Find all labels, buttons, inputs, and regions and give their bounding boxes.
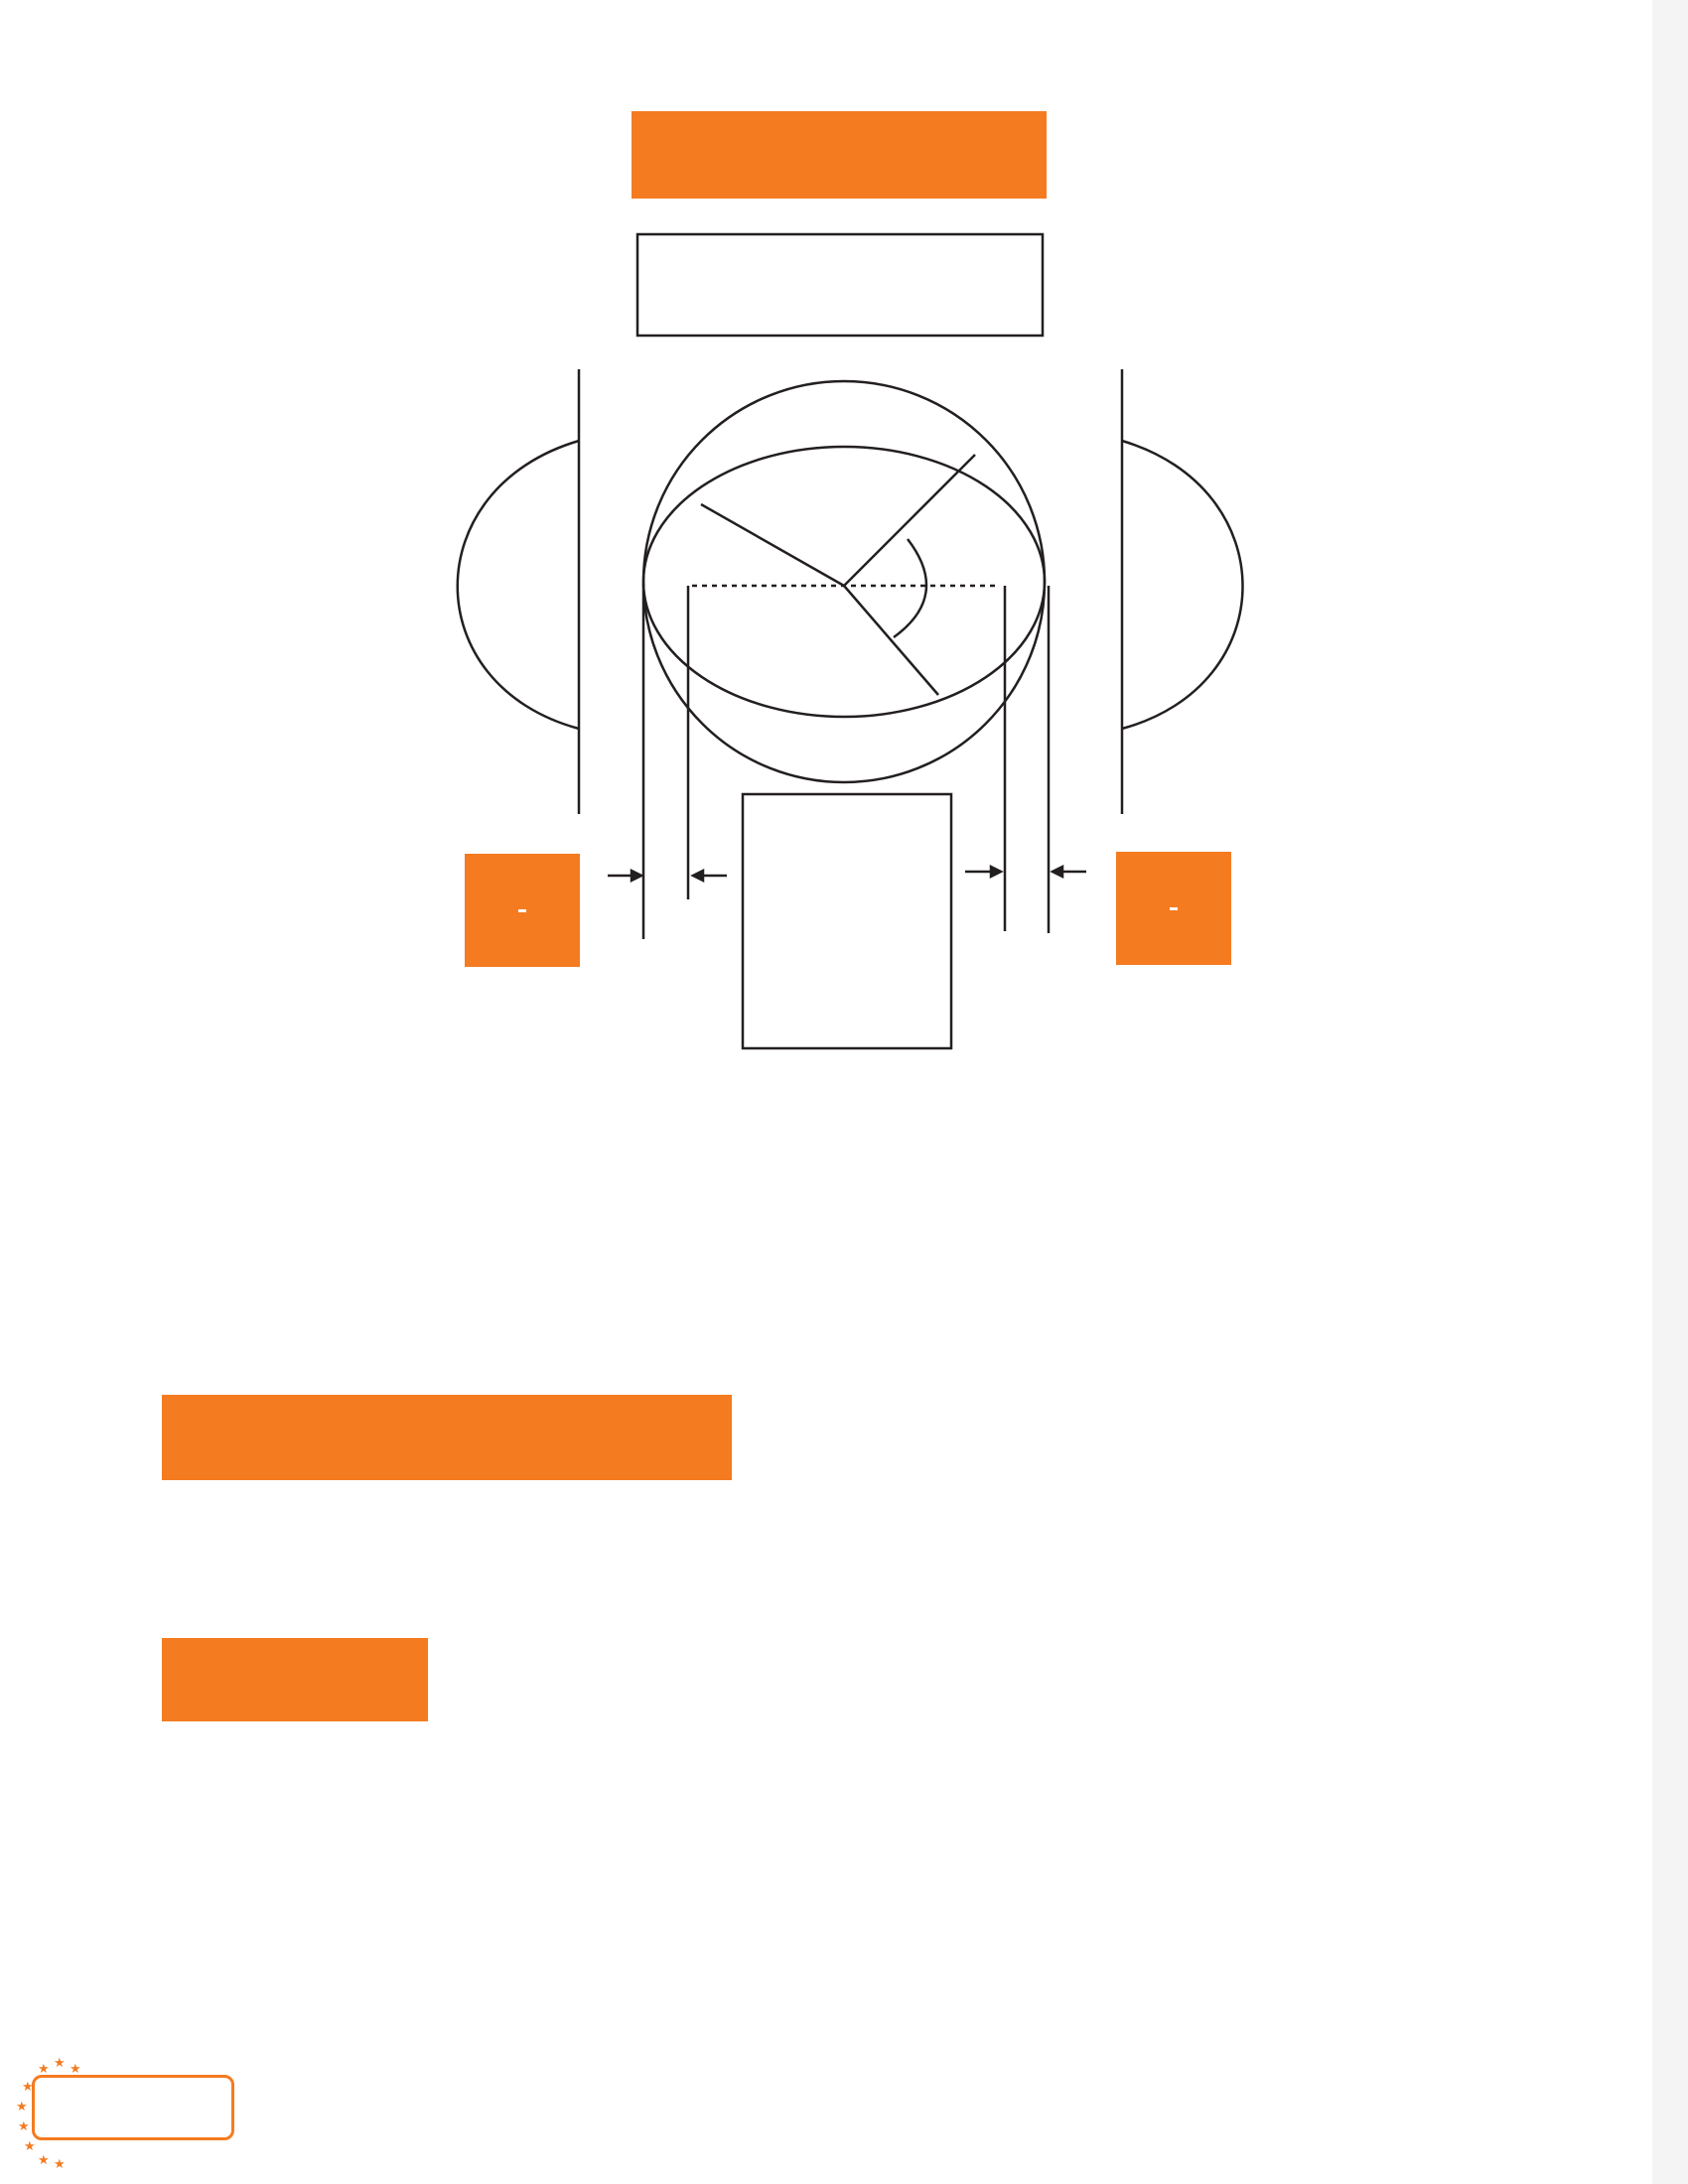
ratio-numerator xyxy=(1170,907,1178,910)
definition-row xyxy=(536,1788,630,1834)
deflection-arrowhead-2 xyxy=(693,871,703,881)
svg-text:★: ★ xyxy=(38,2153,50,2168)
total-load-label xyxy=(632,111,1047,199)
pipe-original-circle xyxy=(643,381,1045,782)
definition-row xyxy=(536,1742,630,1788)
right-deflection-ratio xyxy=(1116,852,1231,965)
eurotubo-logo xyxy=(32,2075,234,2140)
left-deflection-ratio xyxy=(465,854,580,967)
angle-arc xyxy=(894,539,926,637)
radius-line-2 xyxy=(844,455,975,586)
deflection-arrowhead-3 xyxy=(991,867,1001,877)
variable-definitions xyxy=(536,1742,630,1925)
svg-text:★: ★ xyxy=(38,2062,50,2077)
svg-text:★: ★ xyxy=(18,2119,30,2134)
top-load-box xyxy=(637,234,1043,336)
svg-text:★: ★ xyxy=(24,2139,36,2154)
deflection-arrowhead-1 xyxy=(632,871,641,881)
prism-equation-formula xyxy=(162,1638,428,1721)
definition-row xyxy=(536,1834,630,1879)
radius-line-1 xyxy=(701,504,844,586)
svg-text:★: ★ xyxy=(54,2056,66,2071)
right-pressure-curve xyxy=(1122,441,1243,729)
left-pressure-curve xyxy=(458,441,579,729)
definition-row xyxy=(536,1879,630,1925)
deflection-arrowhead-4 xyxy=(1053,867,1062,877)
svg-text:★: ★ xyxy=(22,2080,34,2095)
svg-text:★: ★ xyxy=(54,2157,66,2172)
bottom-reaction-box xyxy=(743,794,951,1048)
total-load-formula xyxy=(162,1395,732,1480)
ratio-numerator xyxy=(518,909,526,912)
pipe-deflected-ellipse xyxy=(643,447,1045,717)
svg-text:★: ★ xyxy=(70,2062,81,2077)
svg-text:★: ★ xyxy=(16,2100,28,2115)
